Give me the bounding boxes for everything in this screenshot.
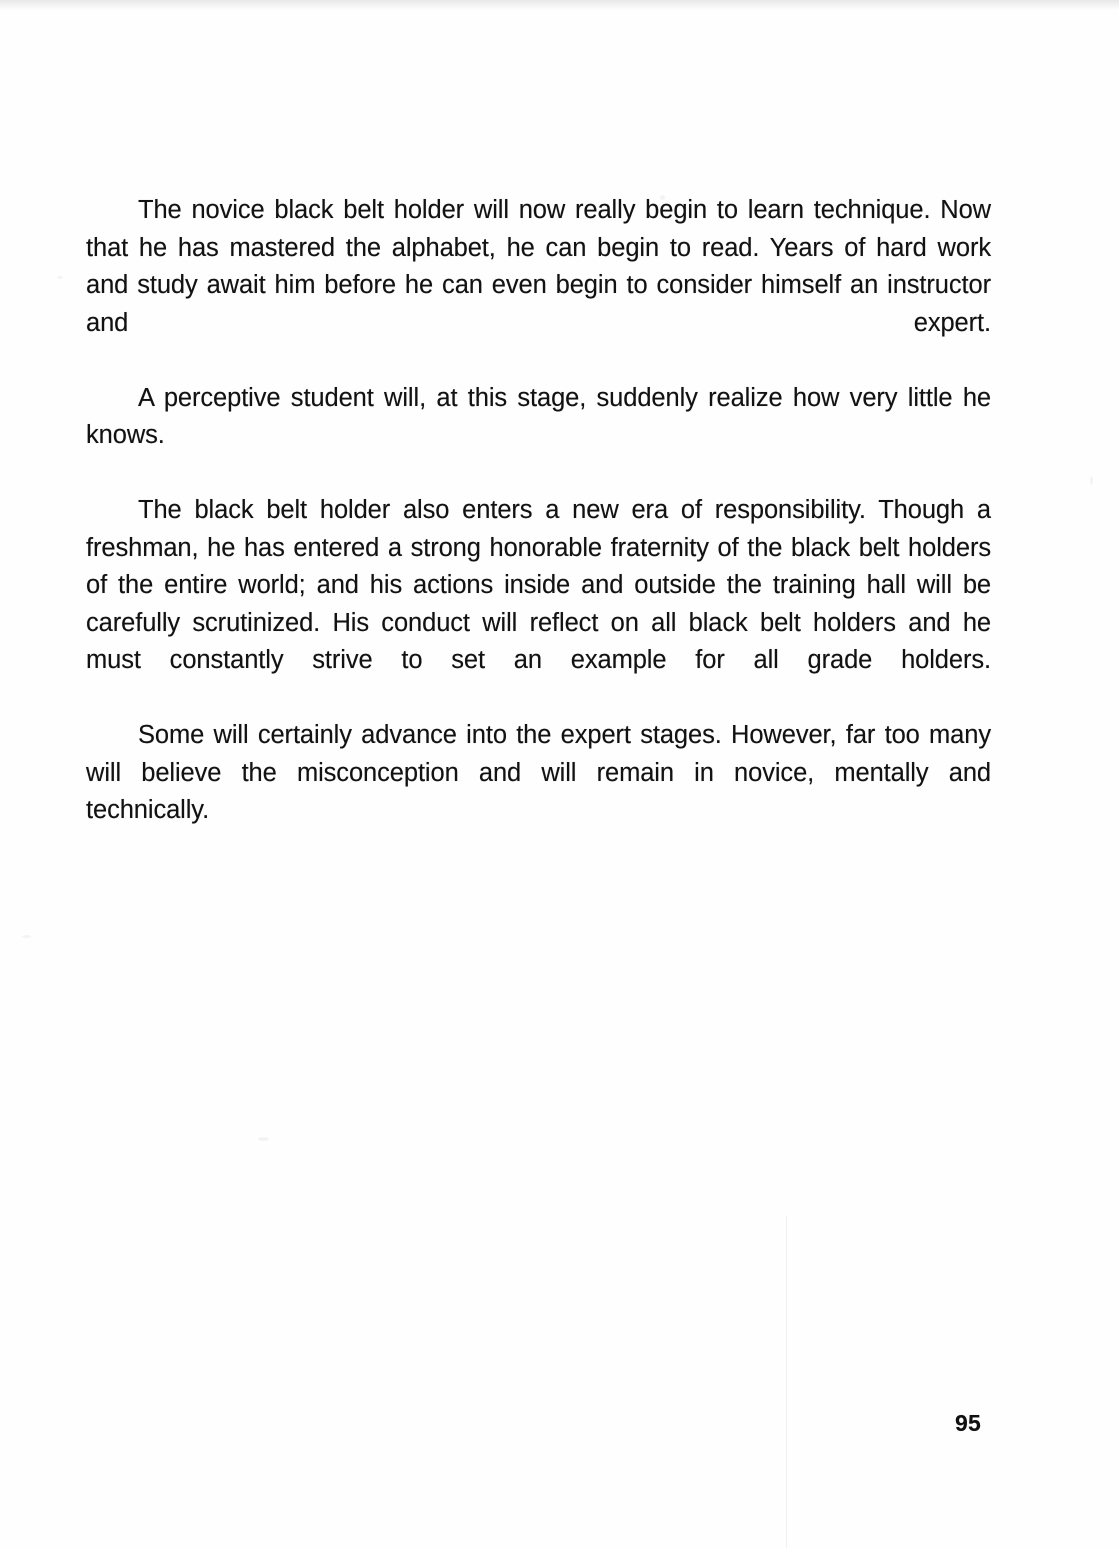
paragraph-2: A perceptive student will, at this stage, suddenly realize how very little he knows. — [86, 383, 991, 449]
scan-top-shadow-artifact — [0, 0, 1119, 10]
scan-speck-artifact — [258, 1137, 269, 1141]
body-text-column — [86, 192, 991, 867]
scan-speck-artifact — [1090, 476, 1093, 485]
paragraph-1: The novice black belt holder will now really begin to learn technique. Now that he has mastered the alphabet, he can begin to read. Years of hard work and study await him before he can even begin to consider himself an instructor and expert. — [86, 196, 991, 337]
page-number: 95 — [955, 1410, 981, 1436]
scan-speck-artifact — [57, 276, 63, 279]
scan-seam-artifact — [786, 1216, 787, 1548]
paragraph-4: Some will certainly advance into the expert stages. However, far too many will believe the misconception and will remain in novice, mentally and technically. — [86, 721, 991, 824]
paragraph-3: The black belt holder also enters a new era of responsibility. Though a freshman, he has entered a strong honorable fraternity of the black belt holders of the entire world; and his actions inside and outside the training hall will be carefully scrutinized. His conduct will reflect on all black belt holders and he must constantly strive to set an example for all grade holders. — [86, 496, 991, 674]
scan-speck-artifact — [22, 935, 31, 938]
